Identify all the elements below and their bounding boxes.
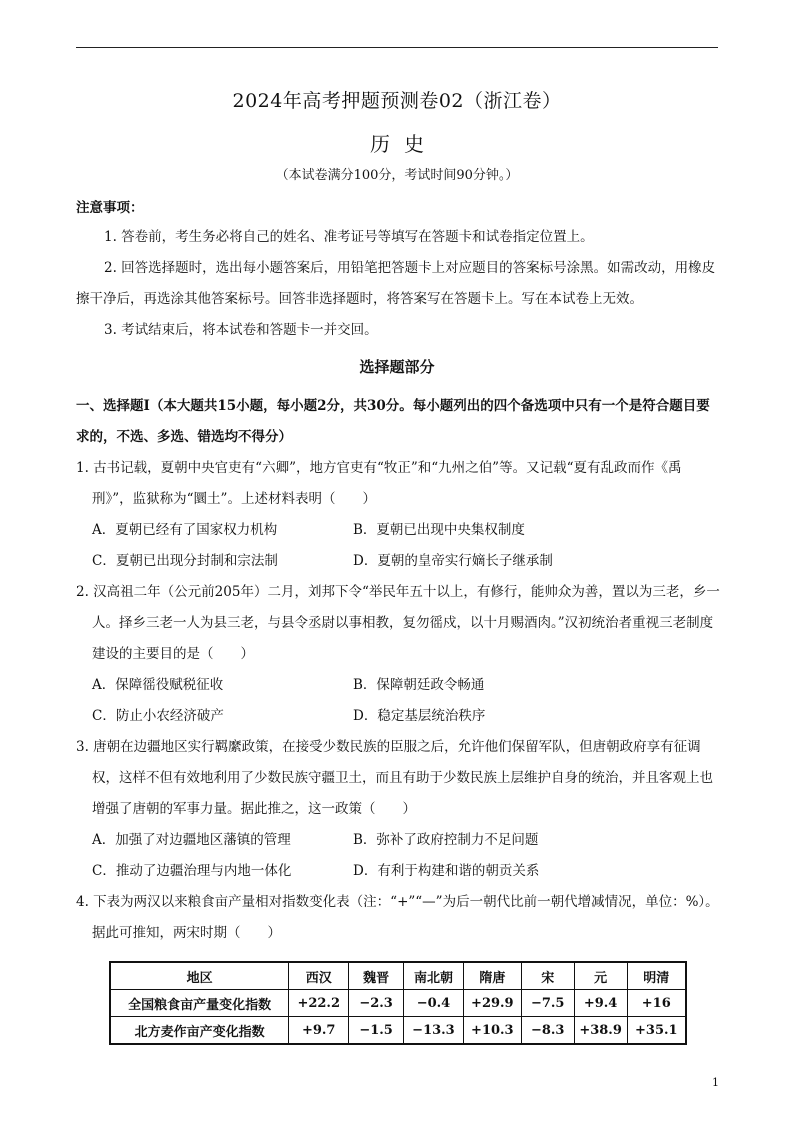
exam-title: 2024年高考押题预测卷02（浙江卷） bbox=[232, 90, 562, 112]
option-d: D．稳定基层统治秩序 bbox=[353, 708, 486, 724]
option-b: B．弥补了政府控制力不足问题 bbox=[353, 832, 539, 848]
table-header: 明清 bbox=[627, 962, 686, 990]
table-header: 西汉 bbox=[289, 962, 349, 990]
table-cell: +22.2 bbox=[289, 990, 349, 1017]
table-cell: 北方麦作亩产变化指数 bbox=[110, 1017, 289, 1045]
table-header: 宋 bbox=[521, 962, 574, 990]
option-b: B．保障朝廷政令畅通 bbox=[353, 677, 485, 693]
notice-title: 注意事项： bbox=[76, 200, 144, 216]
table-cell: −1.5 bbox=[349, 1017, 404, 1045]
header-rule bbox=[76, 47, 718, 48]
table-cell: −13.3 bbox=[404, 1017, 464, 1045]
question-3 bbox=[76, 732, 720, 825]
notice-item: 1. 答卷前，考生务必将自己的姓名、准考证号等填写在答题卡和试卷指定位置上。 bbox=[104, 229, 594, 245]
notice-item: 2. 回答选择题时，选出每小题答案后，用铅笔把答题卡上对应题目的答案标号涂黑。如需改动，用橡皮擦干净后，再选涂其他答案标号。回答非选择题时，将答案写在答题卡上。写在本试卷上无效。 bbox=[76, 260, 716, 307]
question-stem: 4. 下表为两汉以来粮食亩产量相对指数变化表（注：“+”“—”为后一朝代比前一朝代增减情况，单位：%）。据此可推知，两宋时期（ ） bbox=[76, 894, 719, 941]
table-cell: +29.9 bbox=[463, 990, 521, 1017]
question-1-options bbox=[92, 515, 712, 577]
table-cell: 全国粮食亩产量变化指数 bbox=[110, 990, 289, 1017]
option-a: A．保障徭役赋税征收 bbox=[92, 677, 224, 693]
table-header: 南北朝 bbox=[404, 962, 464, 990]
table-cell: +10.3 bbox=[463, 1017, 521, 1045]
question-stem: 2. 汉高祖二年（公元前205年）二月，刘邦下令“举民年五十以上，有修行，能帅众为善，置以为三老，乡一人。择乡三老一人为县三老，与县令丞尉以事相教，复勿徭戍，以十月赐酒肉。”汉初统治者重视三老制度建设的主要目的是（ ） bbox=[76, 584, 720, 662]
question-2-options bbox=[92, 670, 712, 732]
question-3-options bbox=[92, 825, 712, 887]
table-cell: −8.3 bbox=[521, 1017, 574, 1045]
subject-title: 历史 bbox=[370, 132, 438, 156]
page-number: 1 bbox=[712, 1076, 719, 1089]
question-2 bbox=[76, 577, 720, 670]
table-cell: +9.4 bbox=[574, 990, 627, 1017]
section-title: 选择题部分 bbox=[359, 358, 435, 376]
table-header: 元 bbox=[574, 962, 627, 990]
table-cell: −2.3 bbox=[349, 990, 404, 1017]
option-c: C．夏朝已出现分封制和宗法制 bbox=[92, 553, 278, 569]
table-row bbox=[110, 990, 686, 1017]
part-heading: 一、选择题Ⅰ（本大题共15小题，每小题2分，共30分。每小题列出的四个备选项中只有一个是符合题目要求的，不选、多选、错选均不得分） bbox=[76, 398, 710, 445]
option-a: A．加强了对边疆地区藩镇的管理 bbox=[92, 832, 291, 848]
table-row bbox=[110, 1017, 686, 1045]
table-cell: −7.5 bbox=[521, 990, 574, 1017]
table-header-row bbox=[110, 962, 686, 990]
question-stem: 1. 古书记载，夏朝中央官吏有“六卿”，地方官吏有“牧正”和“九州之伯”等。又记载“夏有乱政而作《禹刑》”，监狱称为“圜土”。上述材料表明（ ） bbox=[76, 460, 682, 507]
option-d: D．有利于构建和谐的朝贡关系 bbox=[353, 863, 540, 879]
question-1 bbox=[76, 453, 720, 515]
table-cell: +38.9 bbox=[574, 1017, 627, 1045]
table-header: 隋唐 bbox=[463, 962, 521, 990]
table-header: 地区 bbox=[110, 962, 289, 990]
table-cell: −0.4 bbox=[404, 990, 464, 1017]
table-header: 魏晋 bbox=[349, 962, 404, 990]
question-stem: 3. 唐朝在边疆地区实行羁縻政策，在接受少数民族的臣服之后，允许他们保留军队，但唐朝政府享有征调权，这样不但有效地利用了少数民族守疆卫土，而且有助于少数民族上层维护自身的统治，并且客观上也增强了唐朝的军事力量。据此推之，这一政策（ ） bbox=[76, 739, 713, 817]
option-d: D．夏朝的皇帝实行嫡长子继承制 bbox=[353, 553, 553, 569]
option-c: C．推动了边疆治理与内地一体化 bbox=[92, 863, 292, 879]
option-a: A．夏朝已经有了国家权力机构 bbox=[92, 522, 278, 538]
question-4 bbox=[76, 887, 720, 949]
option-b: B．夏朝已出现中央集权制度 bbox=[353, 522, 525, 538]
notice-item: 3. 考试结束后，将本试卷和答题卡一并交回。 bbox=[104, 322, 378, 338]
grain-yield-table bbox=[109, 961, 687, 1045]
table-cell: +16 bbox=[627, 990, 686, 1017]
exam-info: （本试卷满分100分，考试时间90分钟。） bbox=[275, 168, 519, 183]
table-cell: +35.1 bbox=[627, 1017, 686, 1045]
table-cell: +9.7 bbox=[289, 1017, 349, 1045]
option-c: C．防止小农经济破产 bbox=[92, 708, 224, 724]
